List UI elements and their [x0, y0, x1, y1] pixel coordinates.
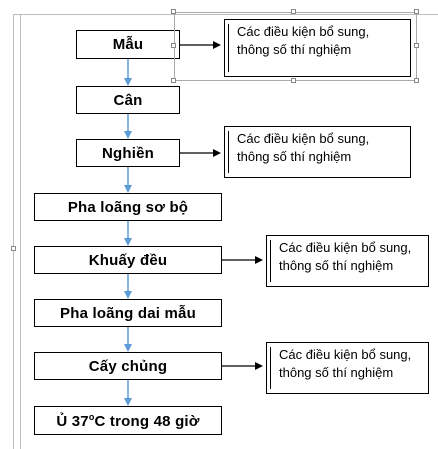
step-label: Mẫu: [112, 36, 144, 53]
note-text: Các điều kiện bổ sung, thông số thí nghiệm: [279, 240, 412, 273]
step-label: Pha loãng sơ bộ: [67, 198, 189, 216]
step-label: Cấy chủng: [88, 357, 168, 375]
step-label: Pha loãng dai mẫu: [60, 304, 196, 322]
note-text: Các điều kiện bổ sung, thông số thí nghiệm: [279, 347, 412, 380]
step-label: Nghiền: [101, 144, 155, 162]
step-label: Cân: [113, 91, 143, 109]
note-text: Các điều kiện bổ sung, thông số thí nghiệm: [237, 131, 370, 164]
step-label: Ủ 37$^o$C trong 48 giờ: [56, 411, 200, 430]
step-label: Khuấy đều: [88, 251, 168, 269]
note-text: Các điều kiện bổ sung, thông số thí nghiệm: [237, 24, 370, 57]
